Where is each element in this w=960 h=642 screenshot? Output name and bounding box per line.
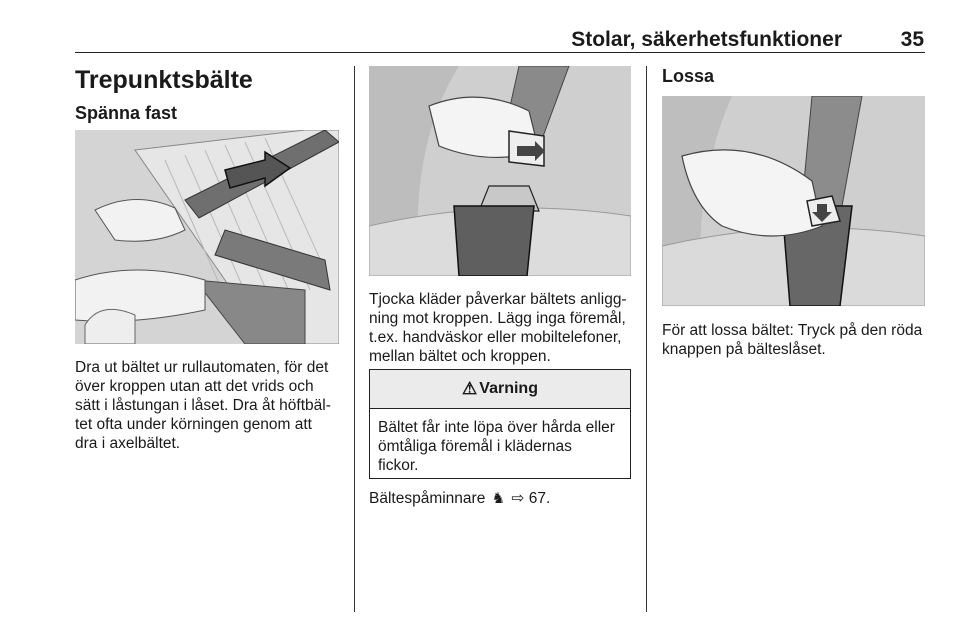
section-heading: Trepunktsbälte — [75, 66, 253, 94]
illustration-release-buckle — [662, 96, 925, 306]
header-rule — [75, 52, 925, 53]
warning-header — [370, 370, 630, 409]
warning-title: Varning — [479, 380, 538, 397]
page-header-title: Stolar, säkerhetsfunktioner — [571, 28, 842, 51]
illustration-buckle-insert — [369, 66, 631, 276]
subheading-release: Lossa — [662, 66, 715, 86]
column-divider-right — [646, 66, 647, 612]
subheading-fasten: Spänna fast — [75, 103, 178, 123]
paragraph-release: För att lossa bältet: Tryck på den röda knappen på bälteslåset. — [662, 322, 923, 358]
reminder-text: Bältespåminnare — [369, 490, 486, 507]
seatbelt-reminder-ref — [369, 489, 550, 508]
seatbelt-icon: ♞ — [491, 490, 506, 507]
warning-triangle-icon: ⚠ — [462, 379, 478, 398]
paragraph-thick-clothes: Tjocka kläder påverkar bältets anligg- ning mot kroppen. Lägg inga föremål, t.ex. handväskor eller mobiltelefoner, mellan bältet och kroppen. — [369, 291, 627, 365]
page-ref-arrow-icon: ⇨ — [511, 490, 525, 507]
column-divider-left — [354, 66, 355, 612]
warning-body: Bältet får inte löpa över hårda eller ömtåliga föremål i klädernas fickor. — [378, 419, 615, 474]
page-number: 35 — [900, 28, 924, 51]
page-ref-number[interactable]: 67. — [528, 490, 551, 507]
paragraph-fasten: Dra ut bältet ur rullautomaten, för det över kroppen utan att det vrids och sätt i låstungan i låset. Dra åt höftbäl- tet ofta under körningen genom att dra i axelbältet. — [75, 359, 331, 452]
warning-box — [369, 369, 631, 479]
illustration-fasten-belt — [75, 130, 339, 344]
